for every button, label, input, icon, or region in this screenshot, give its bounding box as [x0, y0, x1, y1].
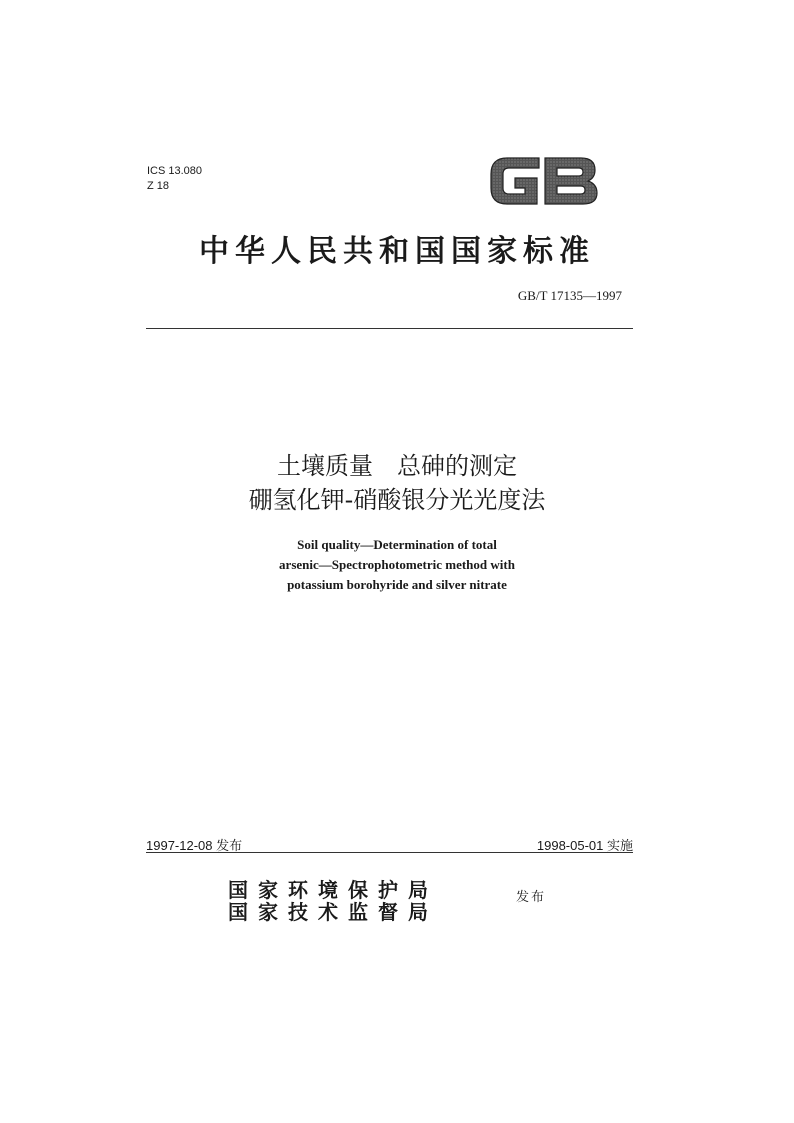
english-title-line-3: potassium borohyride and silver nitrate: [287, 577, 507, 592]
footer-divider: [146, 852, 633, 853]
ics-code: ICS 13.080: [147, 165, 203, 177]
standard-number: GB/T 17135—1997: [517, 288, 622, 303]
header-divider: [146, 328, 633, 329]
implementation-date: 1998-05-01 实施: [536, 838, 633, 853]
chinese-title-line-2: 硼氢化钾-硝酸银分光光度法: [248, 486, 546, 514]
issue-date: 1997-12-08 发布: [146, 838, 243, 853]
english-title-line-1: Soil quality—Determination of total: [297, 537, 497, 552]
classification-codes: [147, 164, 202, 194]
ccs-code: Z 18: [147, 180, 170, 192]
standard-type-title: 中华人民共和国国家标准: [199, 234, 595, 269]
issuer-line-1: 国家环境保护局: [228, 878, 438, 902]
english-title: [0, 535, 794, 595]
chinese-title-line-1: 土壤质量 总砷的测定: [277, 452, 517, 480]
issuer-line-2: 国家技术监督局: [228, 900, 438, 924]
gb-logo: [487, 152, 599, 210]
english-title-line-2: arsenic—Spectrophotometric method with: [279, 557, 515, 572]
issuer-action: 发布: [516, 890, 547, 905]
